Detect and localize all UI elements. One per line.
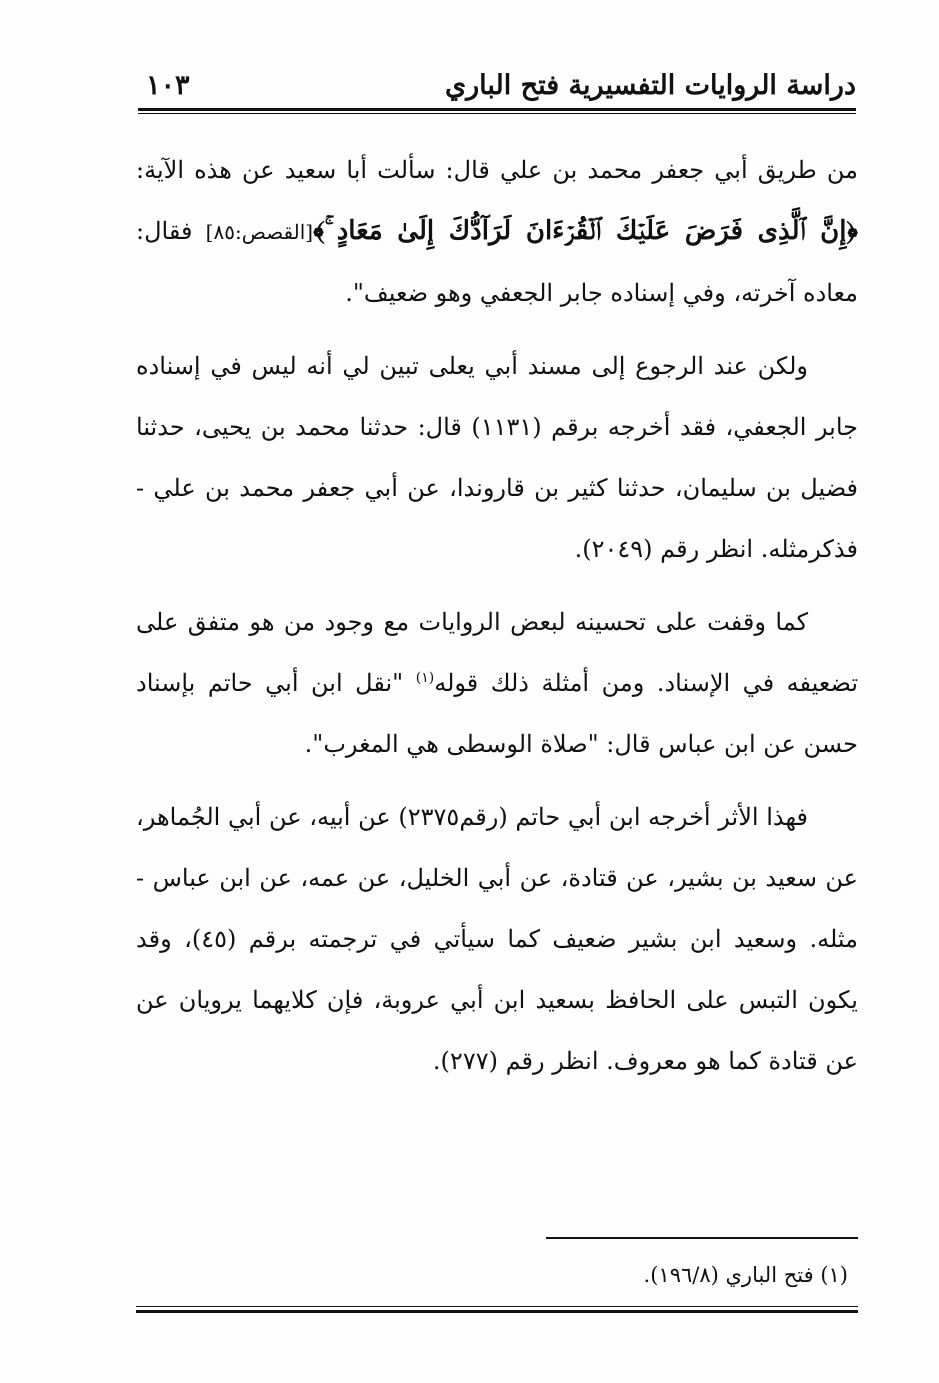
paragraph-1-tail: فقال: معاده آخرته، وفي إسناده جابر الجعفي وهو ضعيف".	[136, 217, 858, 307]
header-rule-thin	[138, 113, 856, 114]
paragraph-1-lead: من طريق أبي جعفر محمد بن علي قال: سألت أبا سعيد عن هذه الآية:	[136, 156, 858, 184]
page-header	[138, 62, 856, 114]
paragraph-3	[136, 592, 858, 775]
footnote: (١) فتح الباري (١٩٦/٨).	[643, 1263, 848, 1287]
header-rule	[138, 108, 856, 111]
paragraph-4: فهذا الأثر أخرجه ابن أبي حاتم (رقم٢٣٧٥) عن أبيه، عن أبي الجُماهر، عن سعيد بن بشير، عن قتادة، عن أبي الخليل، عن عمه، عن ابن عباس - مثله. وسعيد ابن بشير ضعيف كما سيأتي في ترجمته برقم (٤٥)، وقد يكون التبس على الحافظ بسعيد ابن أبي عروبة، فإن كلايهما يرويان عن عن قتادة كما هو معروف. انظر رقم (٢٧٧).	[136, 803, 859, 1075]
quran-verse: ﴿إِنَّ ٱلَّذِى فَرَضَ عَلَيۡكَ ٱلۡقُرۡءَانَ لَرَآدُّكَ إِلَىٰ مَعَادٍ ۚ﴾	[313, 216, 858, 246]
main-text	[136, 140, 858, 1104]
paragraph-3-tail: "نقل ابن أبي حاتم بإسناد حسن عن ابن عباس قال: "صلاة الوسطى هي المغرب".	[136, 669, 858, 758]
bottom-rule	[136, 1310, 858, 1313]
bottom-rule-thin	[136, 1306, 858, 1307]
footnote-marker[interactable]: (١)	[415, 670, 435, 686]
page-number: ١٠٣	[146, 70, 190, 101]
paragraph-3-lead: كما وقفت على تحسينه لبعض الروايات مع وجود من هو متفق على تضعيفه في الإسناد. ومن أمثلة ذلك قوله	[136, 608, 858, 697]
running-title: دراسة الروايات التفسيرية فتح الباري	[445, 70, 856, 101]
paragraph-1	[136, 140, 858, 324]
quran-reference: [القصص:٨٥]	[205, 220, 314, 244]
footnote-separator	[546, 1237, 858, 1239]
paragraph-2: ولكن عند الرجوع إلى مسند أبي يعلى تبين لي أنه ليس في إسناده جابر الجعفي، فقد أخرجه برقم (١١٣١) قال: حدثنا محمد بن يحيى، حدثنا فضيل بن سليمان، حدثنا كثير بن قاروندا، عن أبي جعفر محمد بن علي - فذكرمثله. انظر رقم (٢٠٤٩).	[136, 352, 858, 563]
